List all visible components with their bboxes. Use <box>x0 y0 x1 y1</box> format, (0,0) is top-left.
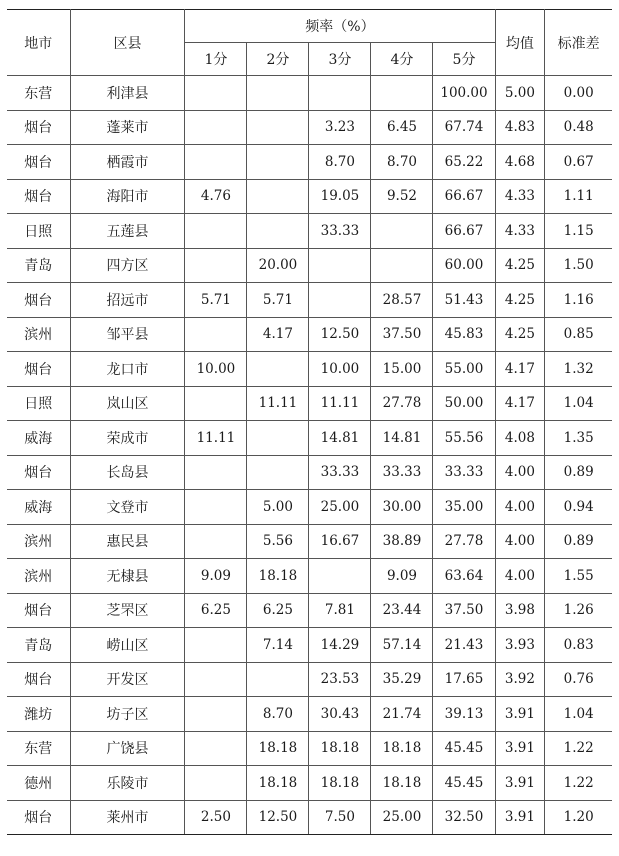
cell-sd: 1.35 <box>545 421 612 456</box>
cell-freq-3: 25.00 <box>309 490 371 525</box>
cell-freq-1 <box>185 524 247 559</box>
cell-freq-1: 5.71 <box>185 283 247 318</box>
table-row <box>7 800 612 835</box>
cell-freq-4: 18.18 <box>371 766 433 801</box>
cell-freq-1: 10.00 <box>185 352 247 387</box>
cell-freq-4: 9.09 <box>371 559 433 594</box>
cell-freq-5: 17.65 <box>433 662 495 697</box>
cell-freq-1 <box>185 214 247 249</box>
cell-freq-2 <box>247 214 309 249</box>
cell-district: 招远市 <box>70 283 185 318</box>
cell-district: 长岛县 <box>70 455 185 490</box>
cell-freq-3: 23.53 <box>309 662 371 697</box>
cell-city: 日照 <box>7 214 70 249</box>
cell-sd: 1.26 <box>545 593 612 628</box>
cell-city: 烟台 <box>7 593 70 628</box>
cell-freq-3: 33.33 <box>309 214 371 249</box>
cell-freq-5: 21.43 <box>433 628 495 663</box>
table-row <box>7 559 612 594</box>
cell-district: 惠民县 <box>70 524 185 559</box>
cell-freq-5: 50.00 <box>433 386 495 421</box>
table-row <box>7 490 612 525</box>
cell-district: 岚山区 <box>70 386 185 421</box>
cell-freq-1 <box>185 386 247 421</box>
header-mean: 均值 <box>495 10 545 76</box>
cell-freq-1 <box>185 628 247 663</box>
table-body <box>7 76 612 835</box>
cell-mean: 5.00 <box>495 76 545 111</box>
cell-sd: 0.00 <box>545 76 612 111</box>
cell-freq-2: 18.18 <box>247 559 309 594</box>
cell-district: 莱州市 <box>70 800 185 835</box>
table-row <box>7 214 612 249</box>
cell-freq-5: 55.00 <box>433 352 495 387</box>
cell-district: 崂山区 <box>70 628 185 663</box>
cell-city: 潍坊 <box>7 697 70 732</box>
cell-freq-5: 66.67 <box>433 179 495 214</box>
cell-city: 青岛 <box>7 628 70 663</box>
cell-city: 威海 <box>7 421 70 456</box>
frequency-table <box>7 9 612 835</box>
cell-freq-5: 63.64 <box>433 559 495 594</box>
cell-freq-2: 5.00 <box>247 490 309 525</box>
cell-mean: 4.00 <box>495 490 545 525</box>
cell-freq-5: 65.22 <box>433 145 495 180</box>
cell-mean: 4.25 <box>495 283 545 318</box>
cell-freq-2: 20.00 <box>247 248 309 283</box>
table-row <box>7 179 612 214</box>
cell-mean: 4.25 <box>495 248 545 283</box>
cell-freq-2: 11.11 <box>247 386 309 421</box>
cell-sd: 0.94 <box>545 490 612 525</box>
table-row <box>7 386 612 421</box>
cell-freq-5: 100.00 <box>433 76 495 111</box>
cell-freq-4: 33.33 <box>371 455 433 490</box>
cell-freq-3: 33.33 <box>309 455 371 490</box>
cell-mean: 4.25 <box>495 317 545 352</box>
cell-freq-2 <box>247 110 309 145</box>
cell-freq-4: 9.52 <box>371 179 433 214</box>
cell-freq-5: 66.67 <box>433 214 495 249</box>
cell-freq-1 <box>185 490 247 525</box>
header-city: 地市 <box>7 10 70 76</box>
cell-city: 烟台 <box>7 352 70 387</box>
table-row <box>7 283 612 318</box>
cell-district: 广饶县 <box>70 731 185 766</box>
table-row <box>7 662 612 697</box>
table-row <box>7 628 612 663</box>
cell-sd: 0.67 <box>545 145 612 180</box>
cell-freq-5: 60.00 <box>433 248 495 283</box>
cell-city: 青岛 <box>7 248 70 283</box>
cell-freq-2: 8.70 <box>247 697 309 732</box>
cell-mean: 3.98 <box>495 593 545 628</box>
cell-freq-2: 18.18 <box>247 731 309 766</box>
header-sd: 标准差 <box>545 10 612 76</box>
cell-sd: 1.16 <box>545 283 612 318</box>
cell-district: 芝罘区 <box>70 593 185 628</box>
cell-city: 滨州 <box>7 559 70 594</box>
cell-mean: 4.33 <box>495 179 545 214</box>
cell-district: 四方区 <box>70 248 185 283</box>
cell-freq-4: 6.45 <box>371 110 433 145</box>
cell-district: 蓬莱市 <box>70 110 185 145</box>
cell-mean: 3.91 <box>495 731 545 766</box>
cell-mean: 4.83 <box>495 110 545 145</box>
cell-freq-4: 14.81 <box>371 421 433 456</box>
cell-sd: 0.89 <box>545 524 612 559</box>
cell-freq-4: 23.44 <box>371 593 433 628</box>
header-score-1: 1分 <box>185 43 247 76</box>
cell-sd: 1.32 <box>545 352 612 387</box>
cell-freq-1: 11.11 <box>185 421 247 456</box>
cell-freq-5: 32.50 <box>433 800 495 835</box>
cell-freq-1 <box>185 662 247 697</box>
cell-city: 日照 <box>7 386 70 421</box>
table-row <box>7 421 612 456</box>
cell-freq-4: 57.14 <box>371 628 433 663</box>
cell-sd: 1.15 <box>545 214 612 249</box>
cell-city: 烟台 <box>7 179 70 214</box>
cell-freq-3: 18.18 <box>309 766 371 801</box>
cell-freq-2 <box>247 455 309 490</box>
table-row <box>7 766 612 801</box>
cell-freq-5: 27.78 <box>433 524 495 559</box>
cell-freq-5: 35.00 <box>433 490 495 525</box>
cell-freq-3: 7.81 <box>309 593 371 628</box>
cell-sd: 1.04 <box>545 386 612 421</box>
cell-sd: 1.20 <box>545 800 612 835</box>
header-score-2: 2分 <box>247 43 309 76</box>
cell-freq-1 <box>185 110 247 145</box>
cell-freq-1: 4.76 <box>185 179 247 214</box>
cell-freq-3: 10.00 <box>309 352 371 387</box>
cell-district: 文登市 <box>70 490 185 525</box>
cell-freq-4: 35.29 <box>371 662 433 697</box>
cell-sd: 1.22 <box>545 731 612 766</box>
table-row <box>7 524 612 559</box>
cell-city: 德州 <box>7 766 70 801</box>
cell-freq-1 <box>185 76 247 111</box>
cell-freq-4: 37.50 <box>371 317 433 352</box>
cell-freq-5: 45.45 <box>433 731 495 766</box>
cell-district: 海阳市 <box>70 179 185 214</box>
cell-city: 威海 <box>7 490 70 525</box>
cell-mean: 4.00 <box>495 524 545 559</box>
cell-sd: 0.76 <box>545 662 612 697</box>
cell-district: 邹平县 <box>70 317 185 352</box>
cell-freq-2: 5.71 <box>247 283 309 318</box>
cell-freq-1: 9.09 <box>185 559 247 594</box>
cell-freq-4: 38.89 <box>371 524 433 559</box>
cell-freq-4: 28.57 <box>371 283 433 318</box>
header-district: 区县 <box>70 10 185 76</box>
cell-mean: 4.08 <box>495 421 545 456</box>
cell-mean: 4.17 <box>495 386 545 421</box>
cell-freq-3: 30.43 <box>309 697 371 732</box>
cell-freq-4 <box>371 248 433 283</box>
cell-city: 烟台 <box>7 455 70 490</box>
cell-freq-4: 30.00 <box>371 490 433 525</box>
cell-sd: 1.11 <box>545 179 612 214</box>
cell-city: 烟台 <box>7 283 70 318</box>
cell-freq-5: 45.83 <box>433 317 495 352</box>
cell-sd: 0.48 <box>545 110 612 145</box>
cell-city: 烟台 <box>7 662 70 697</box>
cell-mean: 3.92 <box>495 662 545 697</box>
cell-freq-3 <box>309 248 371 283</box>
cell-freq-2: 4.17 <box>247 317 309 352</box>
cell-freq-1 <box>185 145 247 180</box>
cell-freq-1 <box>185 731 247 766</box>
cell-district: 坊子区 <box>70 697 185 732</box>
cell-freq-4: 25.00 <box>371 800 433 835</box>
cell-district: 乐陵市 <box>70 766 185 801</box>
cell-freq-2 <box>247 352 309 387</box>
cell-freq-3: 7.50 <box>309 800 371 835</box>
cell-freq-4: 18.18 <box>371 731 433 766</box>
header-row-1 <box>7 10 612 43</box>
cell-freq-3: 19.05 <box>309 179 371 214</box>
table-row <box>7 76 612 111</box>
header-score-5: 5分 <box>433 43 495 76</box>
cell-freq-5: 45.45 <box>433 766 495 801</box>
cell-freq-4: 15.00 <box>371 352 433 387</box>
cell-sd: 0.89 <box>545 455 612 490</box>
cell-freq-3: 3.23 <box>309 110 371 145</box>
table-row <box>7 317 612 352</box>
cell-freq-1 <box>185 248 247 283</box>
cell-freq-3 <box>309 76 371 111</box>
cell-city: 东营 <box>7 731 70 766</box>
cell-mean: 3.93 <box>495 628 545 663</box>
cell-district: 栖霞市 <box>70 145 185 180</box>
cell-freq-3: 8.70 <box>309 145 371 180</box>
cell-freq-2: 18.18 <box>247 766 309 801</box>
cell-freq-3: 16.67 <box>309 524 371 559</box>
cell-freq-5: 67.74 <box>433 110 495 145</box>
cell-freq-4: 21.74 <box>371 697 433 732</box>
table-row <box>7 352 612 387</box>
cell-mean: 4.00 <box>495 455 545 490</box>
cell-mean: 3.91 <box>495 766 545 801</box>
cell-freq-3 <box>309 559 371 594</box>
cell-city: 烟台 <box>7 110 70 145</box>
table-row <box>7 697 612 732</box>
cell-freq-2: 12.50 <box>247 800 309 835</box>
header-frequency: 频率（%） <box>185 10 495 43</box>
cell-district: 龙口市 <box>70 352 185 387</box>
cell-freq-1 <box>185 766 247 801</box>
cell-sd: 1.22 <box>545 766 612 801</box>
cell-mean: 3.91 <box>495 800 545 835</box>
cell-mean: 4.00 <box>495 559 545 594</box>
cell-freq-4: 8.70 <box>371 145 433 180</box>
cell-freq-5: 37.50 <box>433 593 495 628</box>
cell-freq-3: 14.81 <box>309 421 371 456</box>
table-row <box>7 455 612 490</box>
cell-district: 开发区 <box>70 662 185 697</box>
cell-freq-3: 12.50 <box>309 317 371 352</box>
cell-mean: 3.91 <box>495 697 545 732</box>
cell-city: 东营 <box>7 76 70 111</box>
cell-freq-4: 27.78 <box>371 386 433 421</box>
cell-freq-4 <box>371 214 433 249</box>
table-row <box>7 248 612 283</box>
cell-mean: 4.68 <box>495 145 545 180</box>
table-row <box>7 731 612 766</box>
cell-freq-2 <box>247 76 309 111</box>
cell-district: 无棣县 <box>70 559 185 594</box>
cell-sd: 1.04 <box>545 697 612 732</box>
cell-district: 利津县 <box>70 76 185 111</box>
cell-freq-1: 6.25 <box>185 593 247 628</box>
cell-district: 五莲县 <box>70 214 185 249</box>
cell-freq-1 <box>185 697 247 732</box>
cell-freq-4 <box>371 76 433 111</box>
table-row <box>7 593 612 628</box>
cell-mean: 4.33 <box>495 214 545 249</box>
cell-freq-2 <box>247 179 309 214</box>
cell-sd: 0.85 <box>545 317 612 352</box>
cell-freq-5: 55.56 <box>433 421 495 456</box>
cell-freq-2 <box>247 145 309 180</box>
cell-freq-2: 5.56 <box>247 524 309 559</box>
cell-sd: 0.83 <box>545 628 612 663</box>
cell-freq-2: 7.14 <box>247 628 309 663</box>
cell-district: 荣成市 <box>70 421 185 456</box>
cell-freq-3: 18.18 <box>309 731 371 766</box>
cell-freq-3: 11.11 <box>309 386 371 421</box>
table-row <box>7 145 612 180</box>
cell-freq-1 <box>185 455 247 490</box>
cell-freq-2 <box>247 662 309 697</box>
cell-freq-5: 51.43 <box>433 283 495 318</box>
cell-freq-2: 6.25 <box>247 593 309 628</box>
header-score-3: 3分 <box>309 43 371 76</box>
table-row <box>7 110 612 145</box>
cell-city: 烟台 <box>7 800 70 835</box>
cell-freq-1: 2.50 <box>185 800 247 835</box>
cell-sd: 1.50 <box>545 248 612 283</box>
cell-city: 滨州 <box>7 524 70 559</box>
cell-city: 烟台 <box>7 145 70 180</box>
cell-sd: 1.55 <box>545 559 612 594</box>
cell-freq-5: 39.13 <box>433 697 495 732</box>
cell-freq-3: 14.29 <box>309 628 371 663</box>
cell-city: 滨州 <box>7 317 70 352</box>
cell-freq-1 <box>185 317 247 352</box>
cell-mean: 4.17 <box>495 352 545 387</box>
cell-freq-2 <box>247 421 309 456</box>
header-score-4: 4分 <box>371 43 433 76</box>
cell-freq-5: 33.33 <box>433 455 495 490</box>
cell-freq-3 <box>309 283 371 318</box>
